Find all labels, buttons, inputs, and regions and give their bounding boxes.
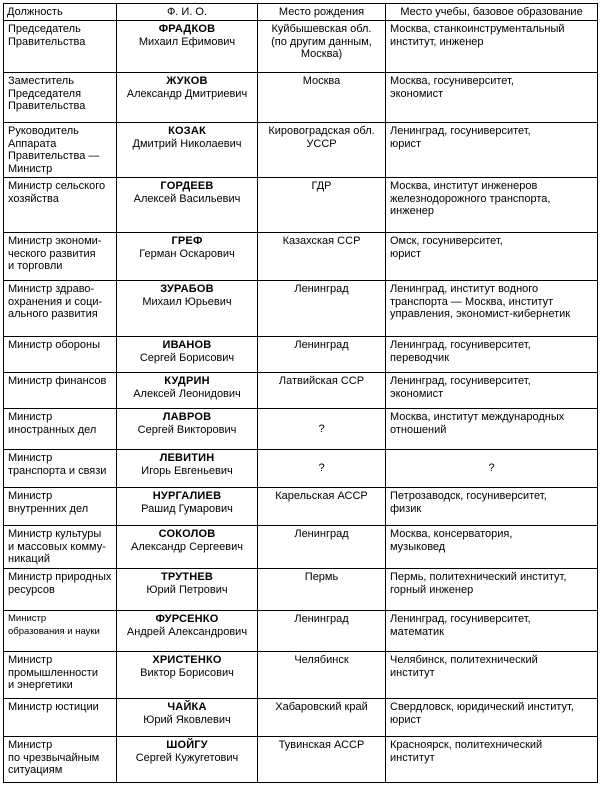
table-row — [4, 699, 598, 737]
table-row — [4, 281, 598, 337]
given-names: Виктор Борисович — [140, 666, 234, 679]
cell-birthplace: Ленинград — [258, 281, 386, 337]
cell-position: Министр внутренних дел — [4, 488, 117, 526]
surname: КУДРИН — [164, 375, 210, 387]
table-row — [4, 373, 598, 409]
cell-education: Свердловск, юридический институт, юрист — [386, 699, 598, 737]
cell-position: Руководитель Аппарата Правительства — Министр — [4, 123, 117, 178]
given-names: Сергей Борисович — [139, 351, 235, 364]
cell-education: Ленинград, госуниверситет, переводчик — [386, 337, 598, 373]
table-row — [4, 21, 598, 73]
cell-position: Председатель Правительства — [4, 21, 117, 73]
cell-birthplace: Куйбышевская обл. (по другим данным, Москва) — [258, 21, 386, 73]
given-names: Юрий Яковлевич — [143, 713, 231, 726]
cell-birthplace: Челябинск — [258, 652, 386, 699]
cell-name — [117, 373, 258, 409]
surname: ФУРСЕНКО — [155, 613, 219, 625]
header-education: Место учебы, базовое образование — [386, 4, 598, 21]
given-names: Герман Оскарович — [139, 247, 235, 260]
cell-name — [117, 737, 258, 783]
table-row — [4, 337, 598, 373]
cell-name — [117, 409, 258, 450]
ministers-table — [3, 3, 598, 783]
surname: ЛЕВИТИН — [159, 452, 215, 464]
cell-education: Ленинград, институт водного транспорта — Москва, институт управления, экономист-кибернетик — [386, 281, 598, 337]
surname: ГОРДЕЕВ — [160, 180, 214, 192]
given-names: Михаил Ефимович — [138, 35, 236, 48]
cell-name — [117, 337, 258, 373]
cell-birthplace: ГДР — [258, 178, 386, 233]
cell-name — [117, 526, 258, 569]
surname: ЖУКОВ — [166, 75, 208, 87]
table-header — [4, 4, 598, 21]
surname: ТРУТНЕВ — [160, 571, 214, 583]
cell-birthplace: Кировоградская обл. УССР — [258, 123, 386, 178]
cell-name — [117, 21, 258, 73]
cell-name — [117, 488, 258, 526]
surname: ЗУРАБОВ — [160, 283, 214, 295]
cell-name — [117, 652, 258, 699]
cell-name — [117, 73, 258, 123]
surname: ЧАЙКА — [167, 701, 207, 713]
cell-education: Челябинск, политехнический институт — [386, 652, 598, 699]
cell-education: Москва, институт инженеров железнодорожного транспорта, инженер — [386, 178, 598, 233]
cell-birthplace: Ленинград — [258, 337, 386, 373]
cell-birthplace: ? — [258, 450, 386, 488]
cell-position: Заместитель Председателя Правительства — [4, 73, 117, 123]
surname: СОКОЛОВ — [158, 528, 216, 540]
given-names: Юрий Петрович — [146, 583, 228, 596]
given-names: Сергей Викторович — [137, 423, 237, 436]
cell-name — [117, 178, 258, 233]
header-position: Должность — [4, 4, 117, 21]
cell-position: Министр иностранных дел — [4, 409, 117, 450]
table-row — [4, 178, 598, 233]
given-names: Сергей Кужугетович — [135, 751, 239, 764]
surname: НУРГАЛИЕВ — [152, 490, 222, 502]
table-row — [4, 569, 598, 611]
surname: ЛАВРОВ — [162, 411, 212, 423]
cell-education: Москва, госуниверситет, экономист — [386, 73, 598, 123]
table-body — [4, 21, 598, 783]
table-row — [4, 611, 598, 652]
cell-position: Министр здраво- охранения и соци- ального развития — [4, 281, 117, 337]
cell-education: Омск, госуниверситет, юрист — [386, 233, 598, 281]
cell-education: ? — [386, 450, 598, 488]
given-names: Александр Сергеевич — [131, 540, 243, 553]
table-row — [4, 409, 598, 450]
table-row — [4, 526, 598, 569]
surname: ФРАДКОВ — [158, 23, 216, 35]
header-row — [4, 4, 598, 21]
cell-birthplace: Латвийская ССР — [258, 373, 386, 409]
cell-education: Ленинград, госуниверситет, математик — [386, 611, 598, 652]
table-row — [4, 233, 598, 281]
table-row — [4, 652, 598, 699]
cell-position: Министр природных ресурсов — [4, 569, 117, 611]
given-names: Александр Дмитриевич — [126, 87, 248, 100]
cell-position: Министр культуры и массовых комму- никаций — [4, 526, 117, 569]
table-row — [4, 123, 598, 178]
cell-position: Министр транспорта и связи — [4, 450, 117, 488]
surname: КОЗАК — [168, 125, 206, 137]
cell-birthplace: Тувинская АССР — [258, 737, 386, 783]
cell-position: Министр промышленности и энергетики — [4, 652, 117, 699]
table-row — [4, 737, 598, 783]
cell-name — [117, 569, 258, 611]
given-names: Игорь Евгеньевич — [141, 464, 233, 477]
given-names: Рашид Гумарович — [141, 502, 233, 515]
cell-birthplace: Казахская ССР — [258, 233, 386, 281]
cell-name — [117, 233, 258, 281]
given-names: Алексей Васильевич — [133, 192, 241, 205]
cell-name — [117, 699, 258, 737]
surname: ХРИСТЕНКО — [152, 654, 222, 666]
cell-birthplace: Ленинград — [258, 526, 386, 569]
given-names: Алексей Леонидович — [133, 387, 241, 400]
surname: ШОЙГУ — [166, 739, 208, 751]
cell-birthplace: Ленинград — [258, 611, 386, 652]
cell-position: Министр экономи- ческого развития и торговли — [4, 233, 117, 281]
surname: ГРЕФ — [171, 235, 203, 247]
cell-name — [117, 123, 258, 178]
cell-education: Москва, станкоинструментальный институт, инженер — [386, 21, 598, 73]
cell-education: Красноярск, политехнический институт — [386, 737, 598, 783]
cell-education: Пермь, политехнический институт, горный инженер — [386, 569, 598, 611]
cell-name — [117, 611, 258, 652]
given-names: Михаил Юрьевич — [142, 295, 232, 308]
cell-position: Министр финансов — [4, 373, 117, 409]
cell-position: Министр обороны — [4, 337, 117, 373]
cell-education: Москва, консерватория, музыковед — [386, 526, 598, 569]
cell-position: Министр образования и науки — [4, 611, 117, 652]
cell-position: Министр сельского хозяйства — [4, 178, 117, 233]
header-name: Ф. И. О. — [117, 4, 258, 21]
cell-birthplace: Карельская АССР — [258, 488, 386, 526]
table-row — [4, 73, 598, 123]
cell-birthplace: Москва — [258, 73, 386, 123]
cell-education: Москва, институт международных отношений — [386, 409, 598, 450]
cell-name — [117, 281, 258, 337]
given-names: Андрей Александрович — [126, 625, 248, 638]
table-row — [4, 450, 598, 488]
cell-name — [117, 450, 258, 488]
given-names: Дмитрий Николаевич — [132, 137, 242, 150]
cell-birthplace: Пермь — [258, 569, 386, 611]
cell-birthplace: Хабаровский край — [258, 699, 386, 737]
cell-education: Ленинград, госуниверситет, экономист — [386, 373, 598, 409]
cell-education: Ленинград, госуниверситет, юрист — [386, 123, 598, 178]
table-row — [4, 488, 598, 526]
surname: ИВАНОВ — [162, 339, 212, 351]
header-birthplace: Место рождения — [258, 4, 386, 21]
cell-education: Петрозаводск, госуниверситет, физик — [386, 488, 598, 526]
cell-position: Министр юстиции — [4, 699, 117, 737]
cell-position: Министр по чрезвычайным ситуациям — [4, 737, 117, 783]
cell-birthplace: ? — [258, 409, 386, 450]
